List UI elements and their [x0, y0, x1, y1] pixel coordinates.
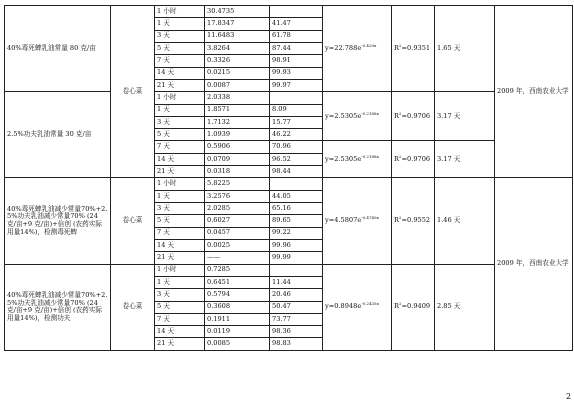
residue-cell: 0.0457: [205, 227, 270, 239]
rate-cell: 15.77: [270, 116, 323, 128]
time-cell: 5 天: [155, 301, 205, 313]
time-cell: 14 天: [155, 153, 205, 165]
rate-cell: [270, 178, 323, 190]
time-cell: 1 天: [155, 104, 205, 116]
half-life-cell: 3.17 天: [435, 92, 495, 141]
residue-cell: 1.0939: [205, 129, 270, 141]
r-squared-exponent: 2: [398, 153, 402, 159]
rate-cell: 98.36: [270, 326, 323, 338]
half-life-cell: 2.85 天: [435, 264, 495, 350]
equation-exponent: -0.420x: [361, 42, 377, 48]
rate-cell: [270, 264, 323, 276]
residue-cell: 2.0285: [205, 203, 270, 215]
rate-cell: 61.78: [270, 30, 323, 42]
rate-cell: 96.52: [270, 153, 323, 165]
half-life-cell: 3.17 天: [435, 141, 495, 178]
residue-cell: 0.5794: [205, 289, 270, 301]
time-cell: 1 小时: [155, 264, 205, 276]
equation-exponent: -0.2435x: [361, 301, 379, 307]
r-squared-value: =0.9706: [401, 111, 431, 120]
treatment-cell: 2.5%功夫乳油常量 30 克/亩: [5, 92, 111, 178]
rate-cell: 87.44: [270, 42, 323, 54]
rate-cell: 70.96: [270, 141, 323, 153]
rate-cell: 98.91: [270, 55, 323, 67]
time-cell: 3 天: [155, 116, 205, 128]
r-squared-label: R: [394, 43, 399, 52]
equation-cell: [323, 92, 392, 141]
residue-cell: 11.6483: [205, 30, 270, 42]
r-squared-cell: [392, 141, 435, 178]
time-cell: 1 天: [155, 190, 205, 202]
equation-base: y=4.5807e: [325, 216, 362, 225]
time-cell: 7 天: [155, 141, 205, 153]
rate-cell: 65.16: [270, 203, 323, 215]
rate-cell: 99.93: [270, 67, 323, 79]
time-cell: 7 天: [155, 55, 205, 67]
rate-cell: 20.46: [270, 289, 323, 301]
residue-cell: 1.8571: [205, 104, 270, 116]
rate-cell: 8.09: [270, 104, 323, 116]
r-squared-value: =0.9552: [401, 216, 431, 225]
equation-base: y=22.788e: [325, 43, 362, 52]
crop-cell: 卷心菜: [111, 178, 155, 264]
treatment-cell: 40%毒死蜱乳油常量 80 克/亩: [5, 6, 111, 92]
table-row: [5, 6, 573, 18]
residue-cell: 0.0119: [205, 326, 270, 338]
equation-base: y=2.5305e: [325, 111, 362, 120]
time-cell: 1 小时: [155, 92, 205, 104]
residue-cell: 30.4735: [205, 6, 270, 18]
residue-cell: 0.0709: [205, 153, 270, 165]
r-squared-exponent: 2: [398, 110, 402, 116]
time-cell: 21 天: [155, 166, 205, 178]
rate-cell: [270, 6, 323, 18]
time-cell: 5 天: [155, 215, 205, 227]
table-row: [5, 178, 573, 190]
time-cell: 21 天: [155, 338, 205, 350]
time-cell: 1 小时: [155, 6, 205, 18]
rate-cell: 99.97: [270, 79, 323, 91]
rate-cell: 41.47: [270, 18, 323, 30]
equation-exponent: -0.4749x: [361, 215, 379, 221]
table-row: [5, 92, 573, 104]
residue-cell: 0.7285: [205, 264, 270, 276]
residue-cell: 0.3326: [205, 55, 270, 67]
residue-cell: 0.0215: [205, 67, 270, 79]
r-squared-cell: [392, 264, 435, 350]
rate-cell: 11.44: [270, 276, 323, 288]
page-number: 2: [566, 392, 572, 401]
residue-cell: 1.7132: [205, 116, 270, 128]
residue-cell: 0.5906: [205, 141, 270, 153]
time-cell: 5 天: [155, 129, 205, 141]
r-squared-cell: [392, 92, 435, 141]
rate-cell: 99.96: [270, 239, 323, 251]
time-cell: 3 天: [155, 30, 205, 42]
residue-table: [4, 5, 573, 351]
source-cell: 2009 年，西南农业大学: [495, 178, 573, 350]
time-cell: 21 天: [155, 252, 205, 264]
residue-cell: ——: [205, 252, 270, 264]
time-cell: 14 天: [155, 239, 205, 251]
time-cell: 21 天: [155, 79, 205, 91]
source-cell: 2009 年，西南农业大学: [495, 6, 573, 178]
r-squared-cell: [392, 6, 435, 92]
time-cell: 5 天: [155, 42, 205, 54]
r-squared-value: =0.9706: [401, 154, 431, 163]
time-cell: 7 天: [155, 227, 205, 239]
residue-cell: 0.0025: [205, 239, 270, 251]
r-squared-value: =0.9409: [401, 302, 431, 311]
time-cell: 1 小时: [155, 178, 205, 190]
r-squared-exponent: 2: [398, 42, 402, 48]
equation-exponent: -0.2188x: [361, 153, 379, 159]
half-life-cell: 1.65 天: [435, 6, 495, 92]
time-cell: 14 天: [155, 326, 205, 338]
residue-cell: 0.6451: [205, 276, 270, 288]
r-squared-label: R: [394, 154, 399, 163]
residue-cell: 0.1911: [205, 313, 270, 325]
residue-cell: 0.0085: [205, 338, 270, 350]
crop-cell: 卷心菜: [111, 6, 155, 178]
time-cell: 1 天: [155, 276, 205, 288]
time-cell: 1 天: [155, 18, 205, 30]
treatment-cell: 40%毒死蜱乳油减少常量70%+2.5%功夫乳油减少常量70% (24 克/亩+9 克/亩)+倍创 (农药实际用量14%)，检测毒死蜱: [5, 178, 111, 264]
equation-cell: [323, 6, 392, 92]
r-squared-value: =0.9351: [401, 43, 431, 52]
residue-cell: 0.6027: [205, 215, 270, 227]
equation-base: y=2.5305e: [325, 154, 362, 163]
treatment-cell: 40%毒死蜱乳油减少常量70%+2.5%功夫乳油减少常量70% (24 克/亩+9 克/亩)+倍创 (农药实际用量14%)，检测功夫: [5, 264, 111, 350]
rate-cell: 89.65: [270, 215, 323, 227]
half-life-cell: 1.46 天: [435, 178, 495, 264]
rate-cell: [270, 92, 323, 104]
residue-cell: 3.8264: [205, 42, 270, 54]
rate-cell: 98.83: [270, 338, 323, 350]
rate-cell: 98.44: [270, 166, 323, 178]
residue-cell: 5.8225: [205, 178, 270, 190]
r-squared-label: R: [394, 302, 399, 311]
residue-cell: 0.0087: [205, 79, 270, 91]
rate-cell: 50.47: [270, 301, 323, 313]
rate-cell: 99.99: [270, 252, 323, 264]
rate-cell: 44.05: [270, 190, 323, 202]
r-squared-exponent: 2: [398, 215, 402, 221]
residue-cell: 0.3608: [205, 301, 270, 313]
time-cell: 14 天: [155, 67, 205, 79]
r-squared-label: R: [394, 216, 399, 225]
equation-base: y=0.8948e: [325, 302, 362, 311]
residue-cell: 0.0318: [205, 166, 270, 178]
equation-cell: [323, 141, 392, 178]
time-cell: 3 天: [155, 203, 205, 215]
equation-exponent: -0.2188x: [361, 110, 379, 116]
residue-cell: 17.8347: [205, 18, 270, 30]
r-squared-label: R: [394, 111, 399, 120]
equation-cell: [323, 264, 392, 350]
crop-cell: 卷心菜: [111, 264, 155, 350]
time-cell: 7 天: [155, 313, 205, 325]
time-cell: 3 天: [155, 289, 205, 301]
r-squared-exponent: 2: [398, 301, 402, 307]
rate-cell: 99.22: [270, 227, 323, 239]
residue-cell: 3.2576: [205, 190, 270, 202]
rate-cell: 46.22: [270, 129, 323, 141]
table-row: [5, 264, 573, 276]
residue-cell: 2.0338: [205, 92, 270, 104]
rate-cell: 73.77: [270, 313, 323, 325]
r-squared-cell: [392, 178, 435, 264]
equation-cell: [323, 178, 392, 264]
